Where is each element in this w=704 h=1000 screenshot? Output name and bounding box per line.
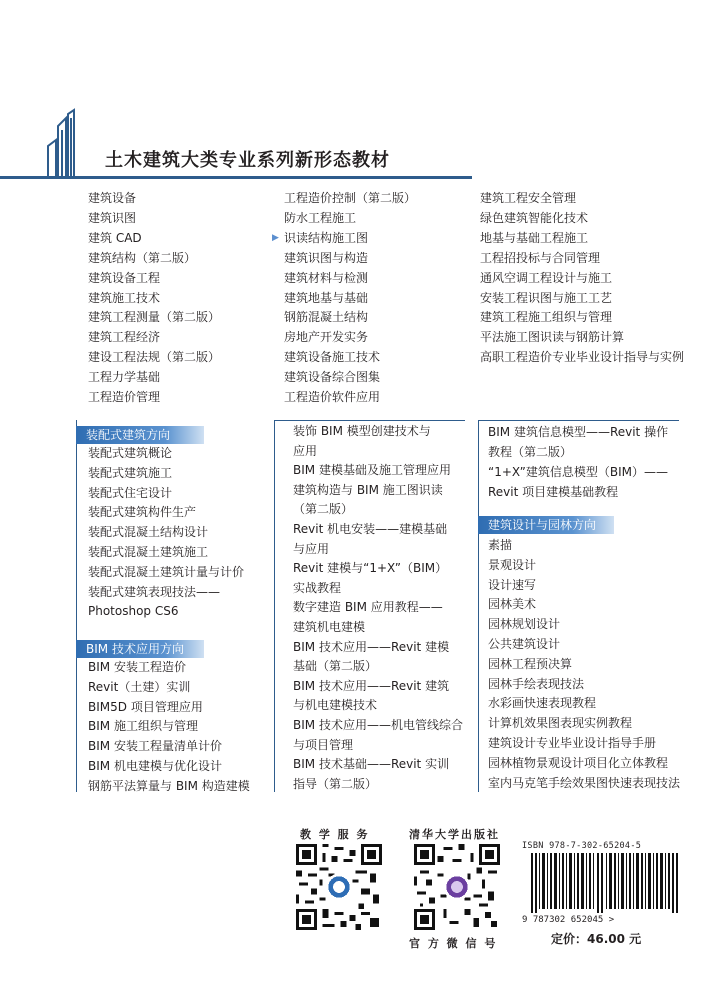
prefab-book-list — [88, 444, 244, 622]
teaching-service-qr-code[interactable] — [296, 844, 382, 930]
divider-line — [478, 420, 679, 421]
divider-line — [274, 420, 275, 792]
publisher-label: 清华大学出版社 — [409, 828, 500, 841]
book-title: 装配式住宅设计 — [88, 485, 173, 500]
book-title: 装饰 BIM 模型创建技术与 — [293, 424, 431, 438]
divider-line — [274, 420, 465, 421]
book-title: 建筑设备工程 — [88, 270, 161, 285]
book-title: 园林美术 — [488, 597, 537, 612]
book-title: 室内马克笔手绘效果图快速表现技法 — [488, 775, 681, 790]
book-title: 建筑地基与基础 — [284, 290, 369, 305]
book-title: 建筑设备施工技术 — [284, 350, 381, 365]
section-heading-bim: BIM 技术应用方向 — [76, 640, 204, 658]
book-title: 公共建筑设计 — [488, 636, 561, 651]
title-underline — [0, 176, 472, 179]
official-wechat-qr-code[interactable] — [414, 844, 500, 930]
book-title: BIM 技术应用——Revit 建模 — [293, 639, 450, 654]
book-title: 与应用 — [293, 541, 330, 556]
book-title: 工程造价软件应用 — [284, 390, 381, 405]
book-title: 园林工程预决算 — [488, 656, 573, 671]
bim-book-list — [88, 658, 250, 797]
book-title: 建筑设备 — [88, 191, 137, 205]
book-title: 建筑工程测量（第二版） — [88, 310, 221, 325]
book-title: 建筑识图与构造 — [284, 250, 369, 265]
book-title: 通风空调工程设计与施工 — [480, 270, 613, 285]
book-title: 高职工程造价专业毕业设计指导与实例 — [480, 350, 685, 365]
book-title: 钢筋平法算量与 BIM 构造建模 — [88, 778, 250, 793]
book-title: BIM 机电建模与优化设计 — [88, 758, 222, 773]
book-title: 工程造价控制（第二版） — [284, 191, 417, 205]
official-wechat-label: 官 方 微 信 号 — [409, 937, 498, 950]
book-title: 建筑施工技术 — [88, 290, 161, 305]
isbn-barcode — [531, 853, 679, 913]
bim-more-book-list — [293, 422, 463, 794]
book-title: 建筑结构（第二版） — [88, 250, 197, 265]
book-title: 教程（第二版） — [488, 445, 573, 459]
book-title: 与机电建模技术 — [293, 698, 378, 713]
book-title: 工程招投标与合同管理 — [480, 250, 601, 265]
book-title: Revit 机电安装——建模基础 — [293, 521, 448, 536]
book-title: 识读结构施工图 — [284, 230, 369, 245]
book-title: 园林植物景观设计项目化立体教程 — [488, 755, 669, 770]
top-column-2 — [272, 189, 417, 408]
book-title: 建筑机电建模 — [293, 619, 366, 634]
book-title: 工程造价管理 — [88, 390, 161, 405]
book-title: Revit 建模与“1+X”（BIM） — [293, 561, 448, 576]
book-title: 建筑构造与 BIM 施工图识读 — [293, 482, 443, 497]
book-title: 建筑工程安全管理 — [480, 191, 577, 205]
book-title: 建筑设备综合图集 — [284, 370, 381, 385]
book-title: 建筑设计专业毕业设计指导手册 — [488, 735, 657, 750]
book-title: 房地产开发实务 — [284, 330, 369, 345]
book-title-featured — [272, 229, 416, 249]
book-title: Revit 项目建模基础教程 — [488, 485, 619, 499]
book-title: BIM 建筑信息模型——Revit 操作 — [488, 425, 669, 439]
book-title: 建设工程法规（第二版） — [88, 350, 221, 365]
book-title: 指导（第二版） — [293, 776, 378, 791]
book-title: BIM5D 项目管理应用 — [88, 699, 203, 714]
building-logo-icon — [44, 108, 84, 178]
book-title: 装配式混凝土结构设计 — [88, 525, 209, 540]
book-title: （第二版） — [293, 502, 354, 517]
top-column-3 — [480, 189, 684, 368]
top-column-1 — [88, 189, 220, 408]
book-title: 园林手绘表现技法 — [488, 676, 585, 691]
book-title: BIM 技术基础——Revit 实训 — [293, 757, 450, 772]
book-title: Photoshop CS6 — [88, 604, 179, 619]
section-heading-garden: 建筑设计与园林方向 — [478, 516, 614, 534]
book-title: 建筑材料与检测 — [284, 270, 369, 285]
section-heading-prefab: 装配式建筑方向 — [76, 426, 204, 444]
book-title: 实战教程 — [293, 580, 342, 595]
book-title: 基础（第二版） — [293, 659, 378, 674]
bim-right-book-list — [488, 422, 668, 502]
book-title: 建筑工程经济 — [88, 330, 161, 345]
book-title: 钢筋混凝土结构 — [284, 310, 369, 325]
book-title: 园林规划设计 — [488, 617, 561, 632]
book-title: 景观设计 — [488, 557, 537, 572]
book-title: 安装工程识图与施工工艺 — [480, 290, 613, 305]
book-title: 建筑 CAD — [88, 230, 142, 245]
teaching-service-label: 教 学 服 务 — [300, 828, 370, 841]
isbn-text: ISBN 978-7-302-65204-5 — [522, 841, 642, 851]
book-title: 建筑工程施工组织与管理 — [480, 310, 613, 325]
divider-line — [76, 420, 77, 792]
book-title: 工程力学基础 — [88, 370, 161, 385]
book-title: 水彩画快速表现教程 — [488, 696, 597, 711]
series-title: 土木建筑大类专业系列新形态教材 — [105, 150, 390, 171]
book-title: “1+X”建筑信息模型（BIM）—— — [488, 465, 668, 479]
divider-line — [478, 420, 479, 792]
book-title: BIM 技术应用——Revit 建筑 — [293, 678, 450, 693]
book-title: 装配式混凝土建筑计量与计价 — [88, 564, 245, 579]
book-title: BIM 施工组织与管理 — [88, 719, 198, 734]
book-title: 地基与基础工程施工 — [480, 230, 589, 245]
book-title: 建筑识图 — [88, 210, 137, 225]
book-title: 素描 — [488, 538, 513, 552]
book-title: 防水工程施工 — [284, 210, 357, 225]
triangle-marker-icon: ▶ — [272, 232, 279, 243]
book-title: 装配式建筑构件生产 — [88, 505, 197, 520]
book-title: 装配式建筑概论 — [88, 446, 173, 460]
book-title: 设计速写 — [488, 577, 537, 592]
book-title: 装配式建筑施工 — [88, 465, 173, 480]
price-label: 定价：46.00 元 — [551, 932, 642, 946]
book-title: 计算机效果图表现实例教程 — [488, 716, 633, 731]
book-title: 绿色建筑智能化技术 — [480, 210, 589, 225]
book-title: 装配式混凝土建筑施工 — [88, 544, 209, 559]
barcode-number: 9 787302 652045 > — [522, 915, 615, 925]
book-title: 与项目管理 — [293, 737, 354, 752]
book-title: 数字建造 BIM 应用教程—— — [293, 600, 443, 615]
book-title: 应用 — [293, 443, 318, 458]
book-title: BIM 安装工程造价 — [88, 660, 186, 674]
garden-book-list — [488, 536, 680, 793]
book-title: BIM 建模基础及施工管理应用 — [293, 463, 451, 478]
book-title: Revit（土建）实训 — [88, 679, 191, 694]
book-title: 平法施工图识读与钢筋计算 — [480, 330, 625, 345]
book-title: BIM 技术应用——机电管线综合 — [293, 717, 463, 732]
book-title: BIM 安装工程量清单计价 — [88, 739, 222, 754]
book-title: 装配式建筑表现技法—— — [88, 584, 221, 599]
